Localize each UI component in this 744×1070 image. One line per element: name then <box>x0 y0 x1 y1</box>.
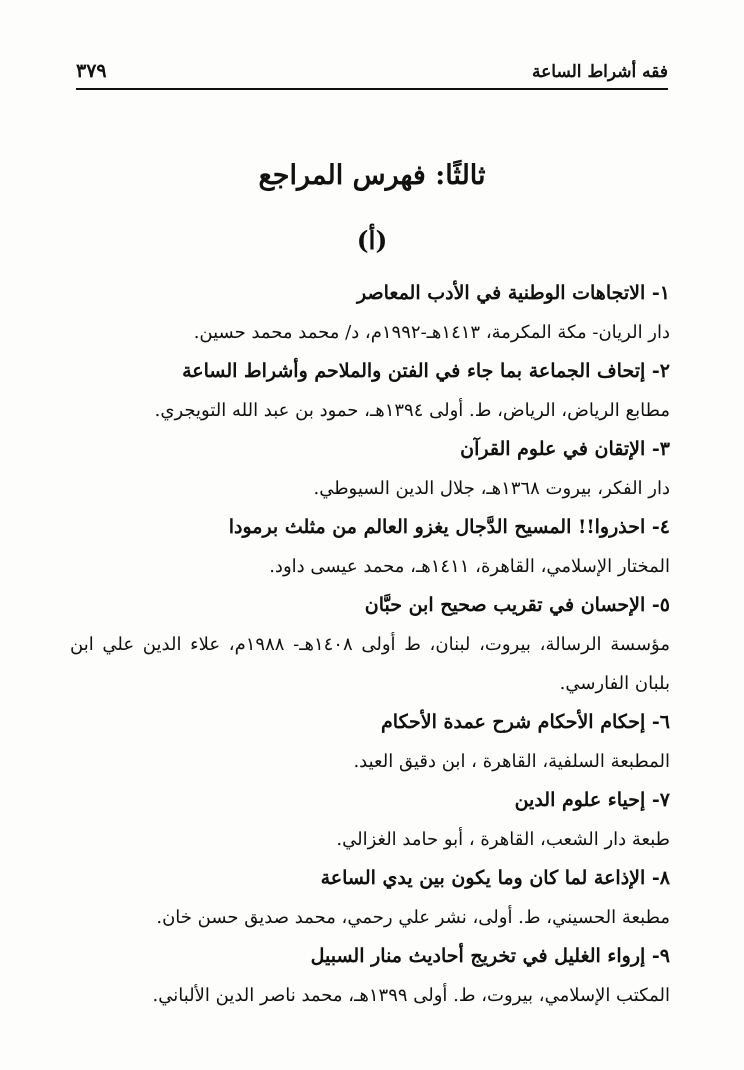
reference-title: ٧- إحياء علوم الدين <box>514 789 670 811</box>
reference-list <box>70 274 670 1015</box>
reference-item <box>70 430 670 508</box>
letter-heading: (أ) <box>356 226 388 255</box>
reference-details: مطبعة الحسيني، ط. أولى، نشر علي رحمي، محمد صديق حسن خان. <box>156 907 670 928</box>
reference-title: ٨- الإذاعة لما كان وما يكون بين يدي الساعة <box>320 867 670 889</box>
section-title: ثالثًا: فهرس المراجع <box>258 160 486 191</box>
reference-title: ٤- احذروا!! المسيح الدَّجال يغزو العالم من مثلث برمودا <box>228 516 670 538</box>
reference-title: ٥- الإحسان في تقريب صحيح ابن حبَّان <box>364 594 670 616</box>
reference-details: مطابع الرياض، الرياض، ط. أولى ١٣٩٤هـ، حمود بن عبد الله التويجري. <box>154 400 670 421</box>
reference-details: دار الفكر، بيروت ١٣٦٨هـ، جلال الدين السيوطي. <box>313 478 670 499</box>
reference-details: المطبعة السلفية، القاهرة ، ابن دقيق العيد. <box>353 751 670 772</box>
reference-item <box>70 859 670 937</box>
reference-title: ١- الاتجاهات الوطنية في الأدب المعاصر <box>357 282 670 304</box>
reference-details: طبعة دار الشعب، القاهرة ، أبو حامد الغزالي. <box>336 829 670 850</box>
reference-title: ٦- إحكام الأحكام شرح عمدة الأحكام <box>381 711 670 733</box>
page-header <box>76 58 668 88</box>
reference-item <box>70 508 670 586</box>
running-title: فقه أشراط الساعة <box>532 62 668 82</box>
reference-details: المكتب الإسلامي، بيروت، ط. أولى ١٣٩٩هـ، محمد ناصر الدين الألباني. <box>152 985 670 1006</box>
reference-item <box>70 703 670 781</box>
header-rule <box>76 88 668 90</box>
reference-details: المختار الإسلامي، القاهرة، ١٤١١هـ، محمد عيسى داود. <box>269 556 670 577</box>
reference-item <box>70 274 670 352</box>
reference-details: دار الريان- مكة المكرمة، ١٤١٣هـ-١٩٩٢م، د/ محمد محمد حسين. <box>193 322 670 343</box>
reference-item <box>70 937 670 1015</box>
reference-item <box>70 586 670 703</box>
reference-details: مؤسسة الرسالة، بيروت، لبنان، ط أولى ١٤٠٨هـ- ١٩٨٨م، علاء الدين علي ابن بلبان الفارسي. <box>70 634 670 694</box>
reference-title: ٩- إرواء الغليل في تخريج أحاديث منار السبيل <box>310 945 670 967</box>
reference-title: ٢- إتحاف الجماعة بما جاء في الفتن والملاحم وأشراط الساعة <box>182 360 670 382</box>
reference-item <box>70 352 670 430</box>
reference-title: ٣- الإتقان في علوم القرآن <box>460 438 670 460</box>
reference-item <box>70 781 670 859</box>
page-number: ٣٧٩ <box>76 60 107 82</box>
